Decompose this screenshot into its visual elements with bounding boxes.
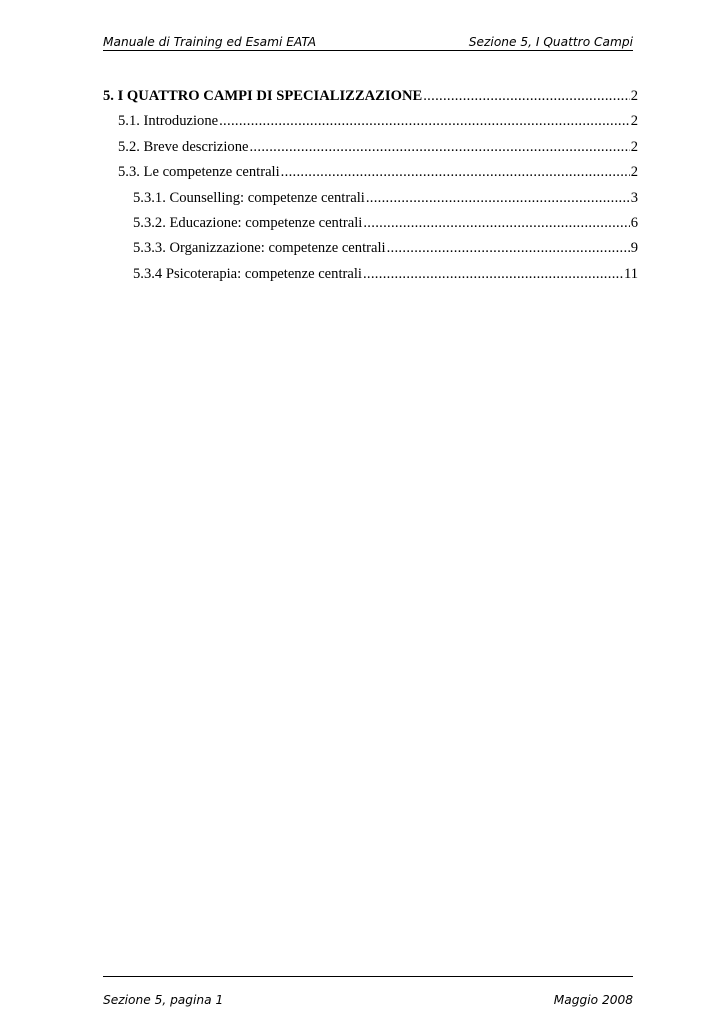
page-footer: [103, 976, 633, 1007]
table-of-contents: [103, 84, 638, 287]
toc-entry-chapter-5[interactable]: [103, 84, 638, 109]
toc-dot-leader: [249, 135, 629, 160]
toc-dot-leader: [387, 236, 630, 261]
toc-dot-leader: [363, 262, 623, 287]
toc-entry-5-3-2[interactable]: [103, 211, 638, 236]
toc-entry-title: 5.3.1. Counselling: competenze centrali: [133, 189, 365, 206]
toc-entry-5-3-1[interactable]: [103, 186, 638, 211]
toc-entry-5-1[interactable]: [103, 109, 638, 134]
toc-entry-title: 5.3.4 Psicoterapia: competenze centrali: [133, 265, 362, 282]
toc-entry-title: 5.3.3. Organizzazione: competenze centrali: [133, 240, 386, 257]
header-section-title: Sezione 5, I Quattro Campi: [468, 35, 633, 49]
toc-entry-5-3[interactable]: [103, 160, 638, 185]
toc-dot-leader: [363, 211, 629, 236]
toc-dot-leader: [423, 84, 629, 109]
page-header: [103, 34, 633, 51]
toc-entry-page: 2: [630, 88, 638, 104]
toc-dot-leader: [219, 109, 630, 134]
toc-entry-title: 5. I QUATTRO CAMPI DI SPECIALIZZAZIONE: [103, 88, 423, 104]
toc-entry-title: 5.3. Le competenze centrali: [118, 164, 280, 181]
toc-entry-title: 5.1. Introduzione: [118, 113, 219, 130]
footer-page-number: Sezione 5, pagina 1: [103, 993, 224, 1007]
toc-entry-5-3-3[interactable]: [103, 236, 638, 261]
toc-entry-page: 2: [630, 113, 638, 130]
toc-entry-title: 5.2. Breve descrizione: [118, 138, 249, 155]
toc-entry-page: 2: [630, 138, 638, 155]
toc-entry-page: 11: [623, 265, 638, 282]
toc-entry-page: 6: [630, 214, 638, 231]
toc-dot-leader: [366, 186, 630, 211]
toc-entry-page: 9: [630, 240, 638, 257]
toc-entry-title: 5.3.2. Educazione: competenze centrali: [133, 214, 363, 231]
toc-entry-page: 2: [630, 164, 638, 181]
toc-entry-page: 3: [630, 189, 638, 206]
header-document-title: Manuale di Training ed Esami EATA: [103, 35, 317, 49]
footer-date: Maggio 2008: [553, 993, 633, 1007]
toc-dot-leader: [281, 160, 630, 185]
toc-entry-5-2[interactable]: [103, 135, 638, 160]
toc-entry-5-3-4[interactable]: [103, 262, 638, 287]
